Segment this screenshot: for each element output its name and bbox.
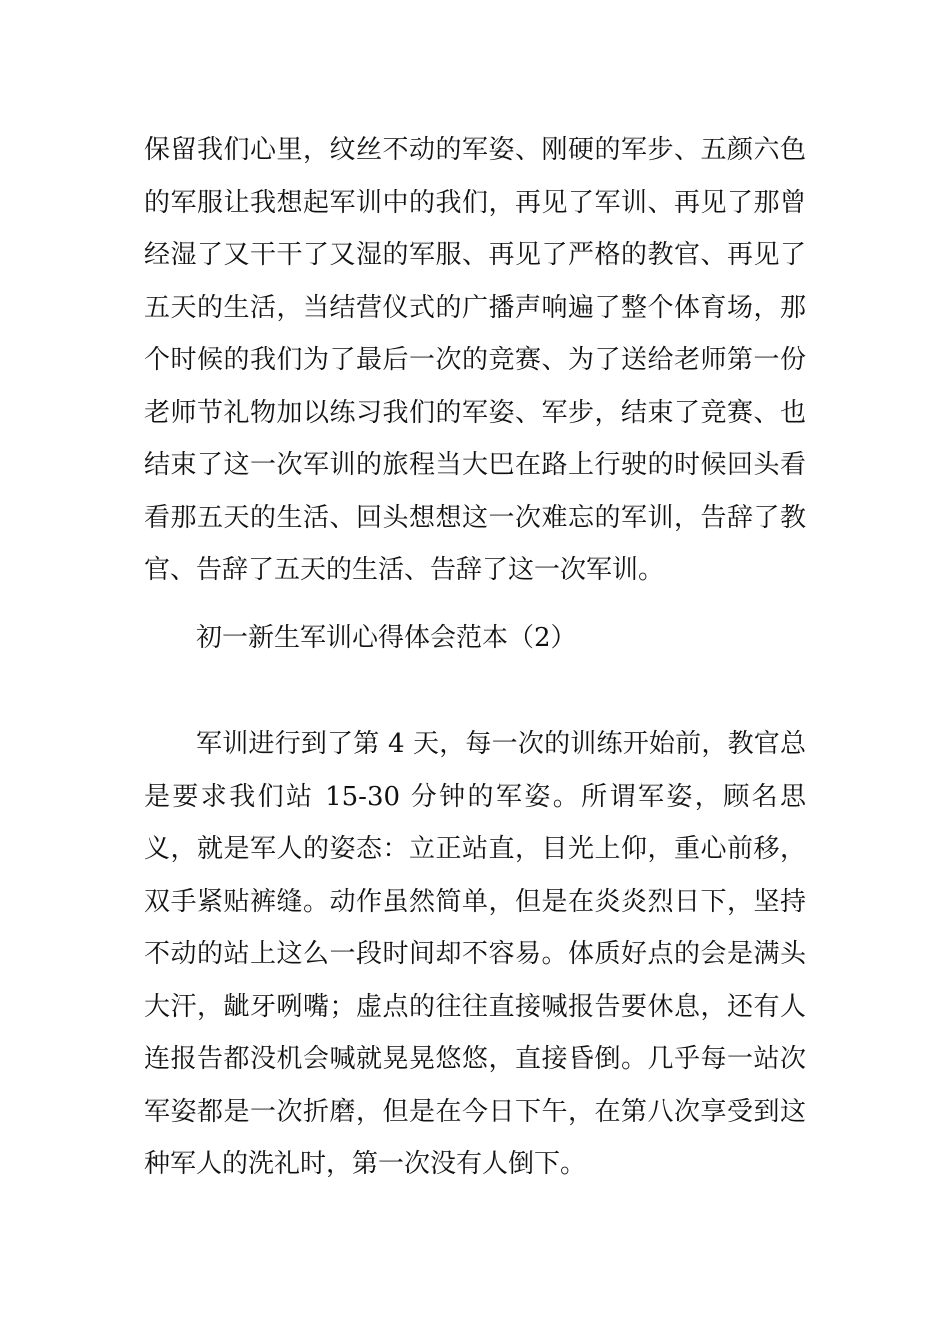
body-paragraph-2: 军训进行到了第 4 天，每一次的训练开始前，教官总是要求我们站 15-30 分钟的军姿。所谓军姿，顾名思义，就是军人的姿态：立正站直，目光上仰，重心前移，双手紧贴裤缝。动作虽然简单，但是在炎炎烈日下，坚持不动的站上这么一段时间却不容易。体质好点的会是满头大汗，龇牙咧嘴；虚点的往往直接喊报告要休息，还有人连报告都没机会喊就晃晃悠悠，直接昏倒。几乎每一站次军姿都是一次折磨，但是在今日下午，在第八次享受到这种军人的洗礼时，第一次没有人倒下。 xyxy=(144,729,806,1179)
section-title: 初一新生军训心得体会范本（2） xyxy=(196,623,577,653)
body-paragraph-1: 保留我们心里，纹丝不动的军姿、刚硬的军步、五颜六色的军服让我想起军训中的我们，再见了军训、再见了那曾经湿了又干干了又湿的军服、再见了严格的教官、再见了五天的生活，当结营仪式的广播声响遍了整个体育场，那个时候的我们为了最后一次的竞赛、为了送给老师第一份老师节礼物加以练习我们的军姿、军步，结束了竞赛、也结束了这一次军训的旅程当大巴在路上行驶的时候回头看看那五天的生活、回头想想这一次难忘的军训，告辞了教官、告辞了五天的生活、告辞了这一次军训。 xyxy=(144,135,806,585)
